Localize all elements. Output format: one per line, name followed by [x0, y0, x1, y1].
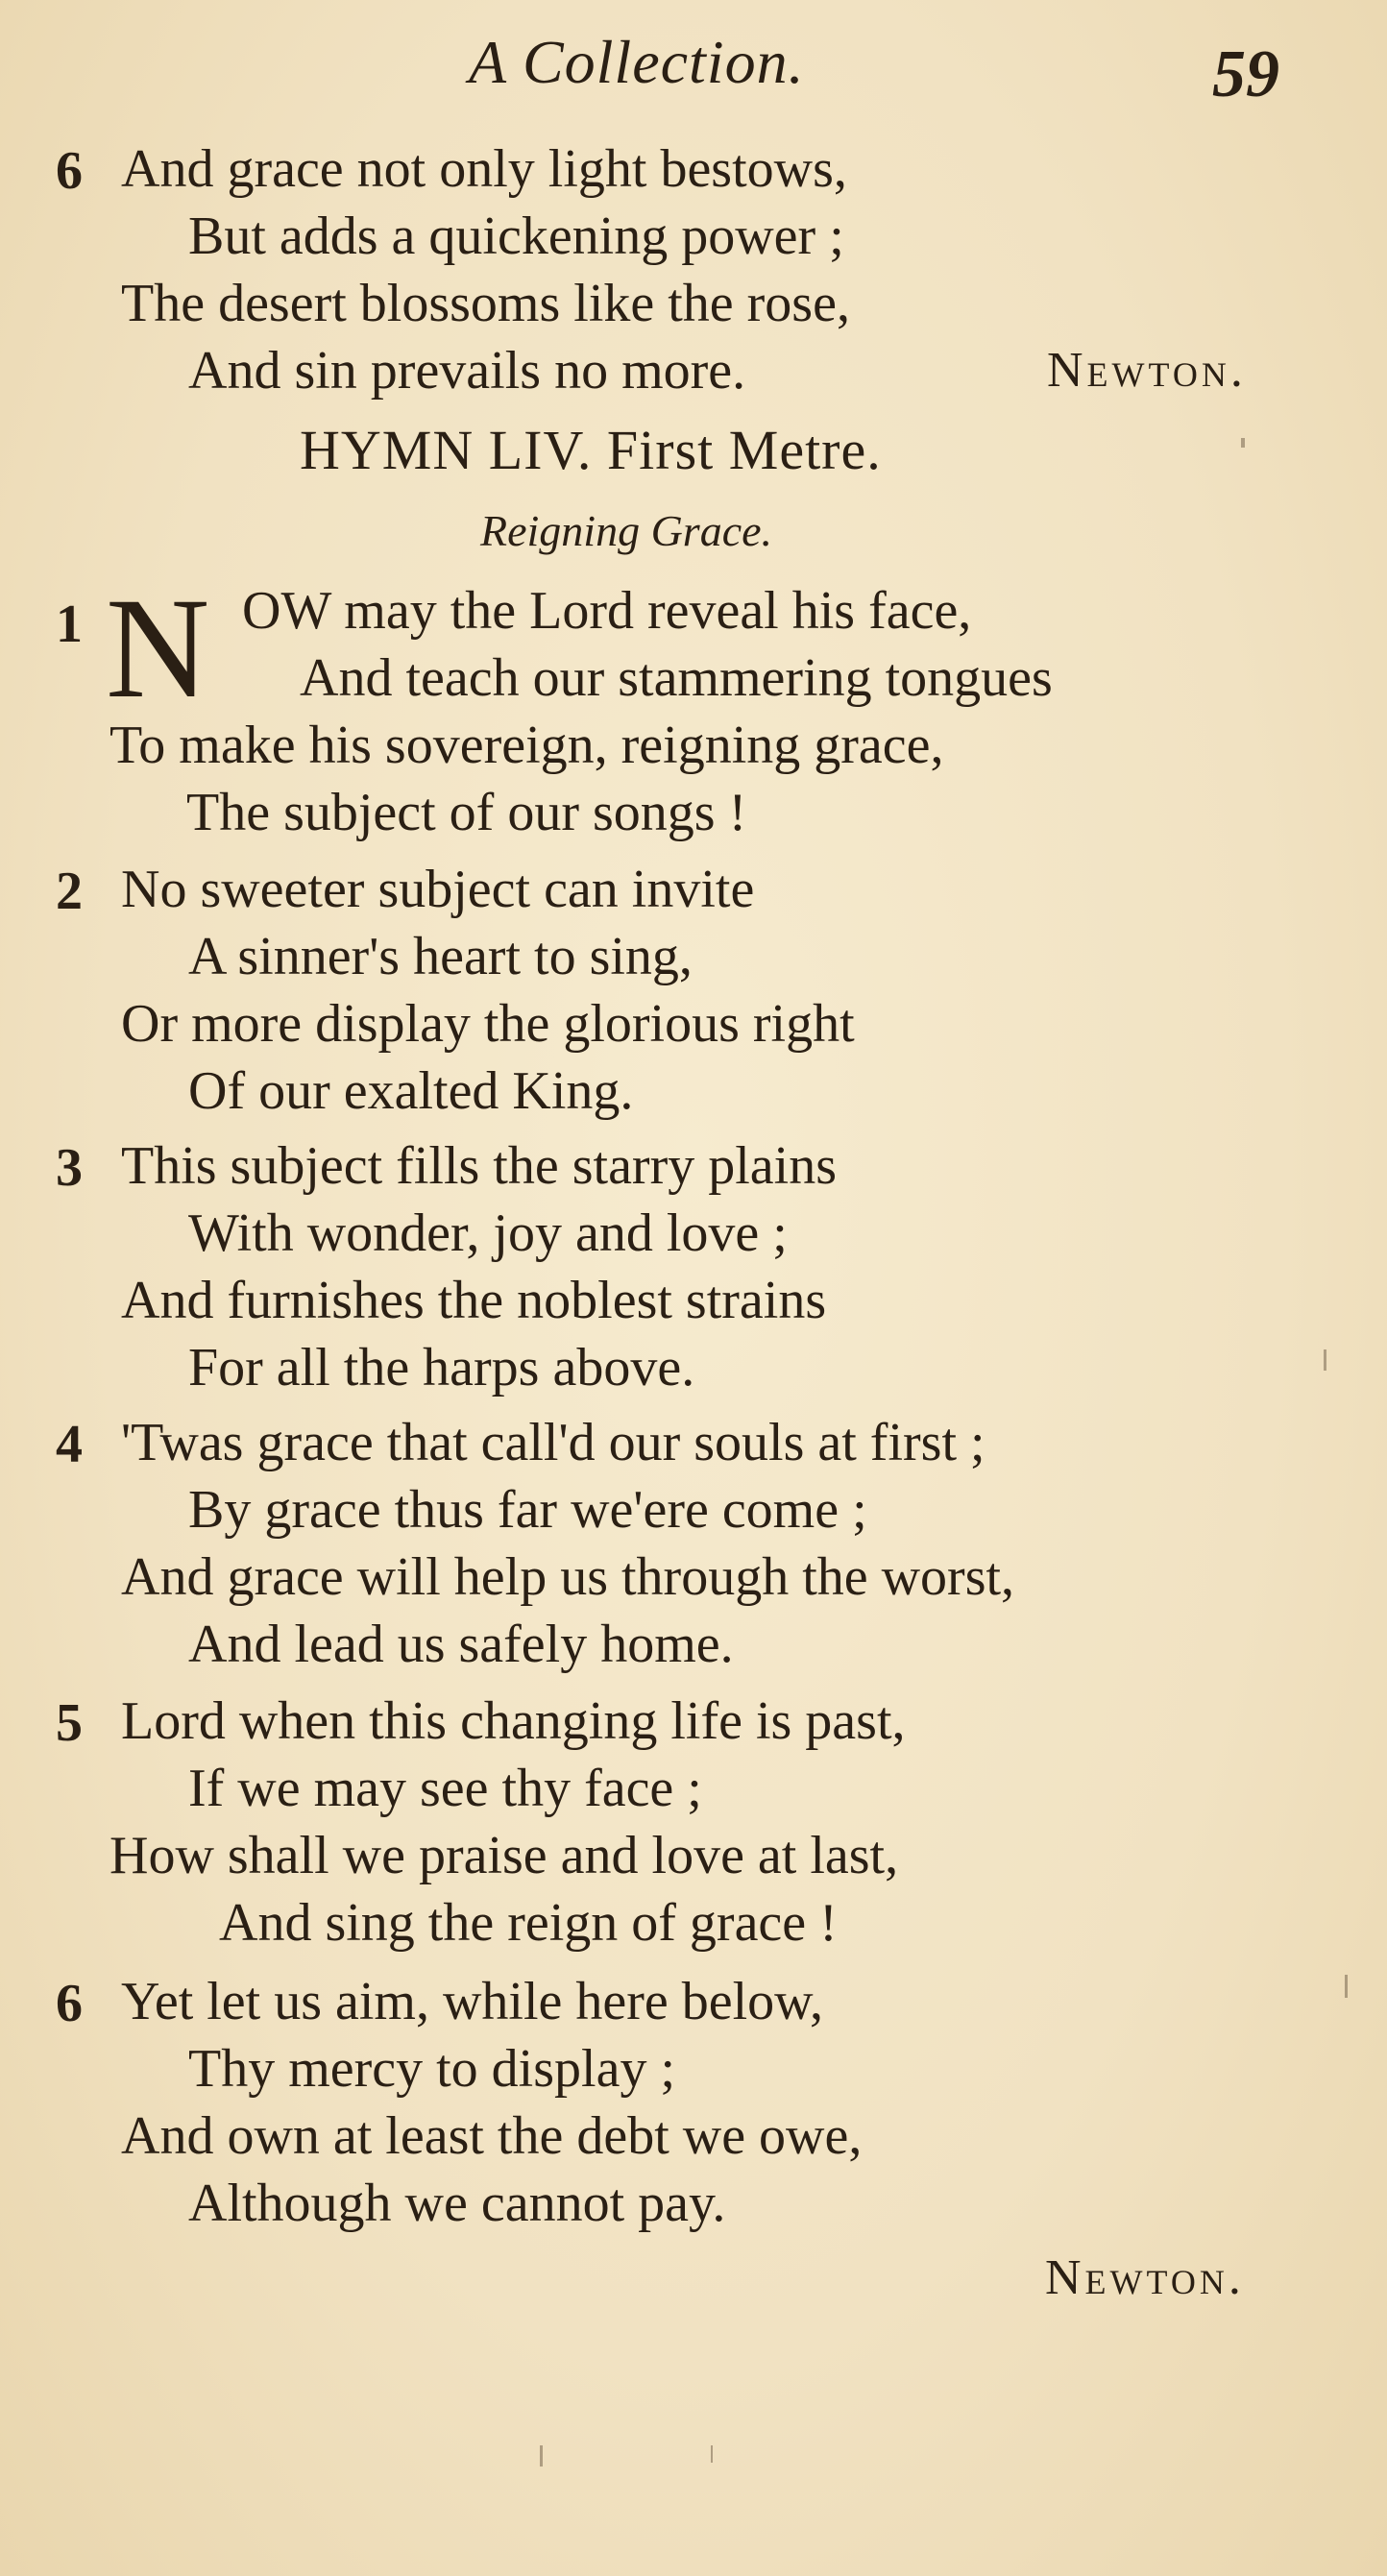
verse-line: By grace thus far we'ere come ;	[188, 1480, 867, 1540]
paper-speck	[1324, 1349, 1326, 1371]
verse-line: And lead us safely home.	[188, 1615, 734, 1674]
drop-cap: N	[106, 569, 210, 728]
verse-line: Lord when this changing life is past,	[121, 1691, 906, 1751]
verse-line: How shall we praise and love at last,	[110, 1826, 899, 1885]
stanza-number: 1	[56, 595, 83, 654]
paper-speck	[540, 2445, 543, 2467]
paper-speck	[711, 2445, 713, 2463]
hymn-subtitle: Reigning Grace.	[480, 506, 773, 555]
verse-line: For all the harps above.	[188, 1338, 695, 1397]
verse-line: A sinner's heart to sing,	[188, 927, 693, 986]
verse-line: And grace not only light bestows,	[121, 139, 847, 199]
paper-speck	[1345, 1975, 1348, 1998]
author-attribution: Newton.	[1045, 2250, 1245, 2305]
verse-line: If we may see thy face ;	[188, 1759, 702, 1818]
running-head	[0, 27, 1387, 113]
stanza-number: 6	[56, 1974, 83, 2033]
verse-line: To make his sovereign, reigning grace,	[110, 716, 944, 775]
stanza-number: 6	[56, 141, 83, 201]
page-number: 59	[1212, 37, 1279, 111]
stanza-number: 2	[56, 862, 83, 921]
stanza-number: 3	[56, 1138, 83, 1198]
verse-line: This subject fills the starry plains	[121, 1136, 837, 1196]
verse-line: The subject of our songs !	[186, 783, 747, 842]
verse-line: And sin prevails no more.	[188, 341, 746, 401]
verse-line: Although we cannot pay.	[188, 2174, 726, 2233]
verse-line: And teach our stammering tongues	[300, 648, 1053, 708]
verse-line: Yet let us aim, while here below,	[121, 1972, 823, 2031]
paper-speck	[1241, 438, 1245, 448]
verse-line: Or more display the glorious right	[121, 994, 855, 1054]
stanza-number: 4	[56, 1415, 83, 1474]
verse-line: And grace will help us through the worst,	[121, 1547, 1015, 1607]
running-title: A Collection.	[469, 28, 805, 96]
verse-line: No sweeter subject can invite	[121, 860, 755, 919]
verse-line: 'Twas grace that call'd our souls at first ;	[121, 1413, 986, 1472]
verse-line: And sing the reign of grace !	[219, 1893, 838, 1953]
verse-line: OW may the Lord reveal his face,	[242, 581, 972, 641]
stanza-number: 5	[56, 1693, 83, 1753]
verse-line: The desert blossoms like the rose,	[121, 274, 850, 333]
verse-line: Of our exalted King.	[188, 1061, 634, 1121]
hymn-title: HYMN LIV. First Metre.	[300, 419, 882, 481]
verse-line: But adds a quickening power ;	[188, 207, 844, 266]
author-attribution: Newton.	[1047, 343, 1247, 398]
verse-line: With wonder, joy and love ;	[188, 1203, 788, 1263]
verse-line: And furnishes the noblest strains	[121, 1271, 827, 1330]
verse-line: Thy mercy to display ;	[188, 2039, 676, 2099]
verse-line: And own at least the debt we owe,	[121, 2106, 863, 2166]
